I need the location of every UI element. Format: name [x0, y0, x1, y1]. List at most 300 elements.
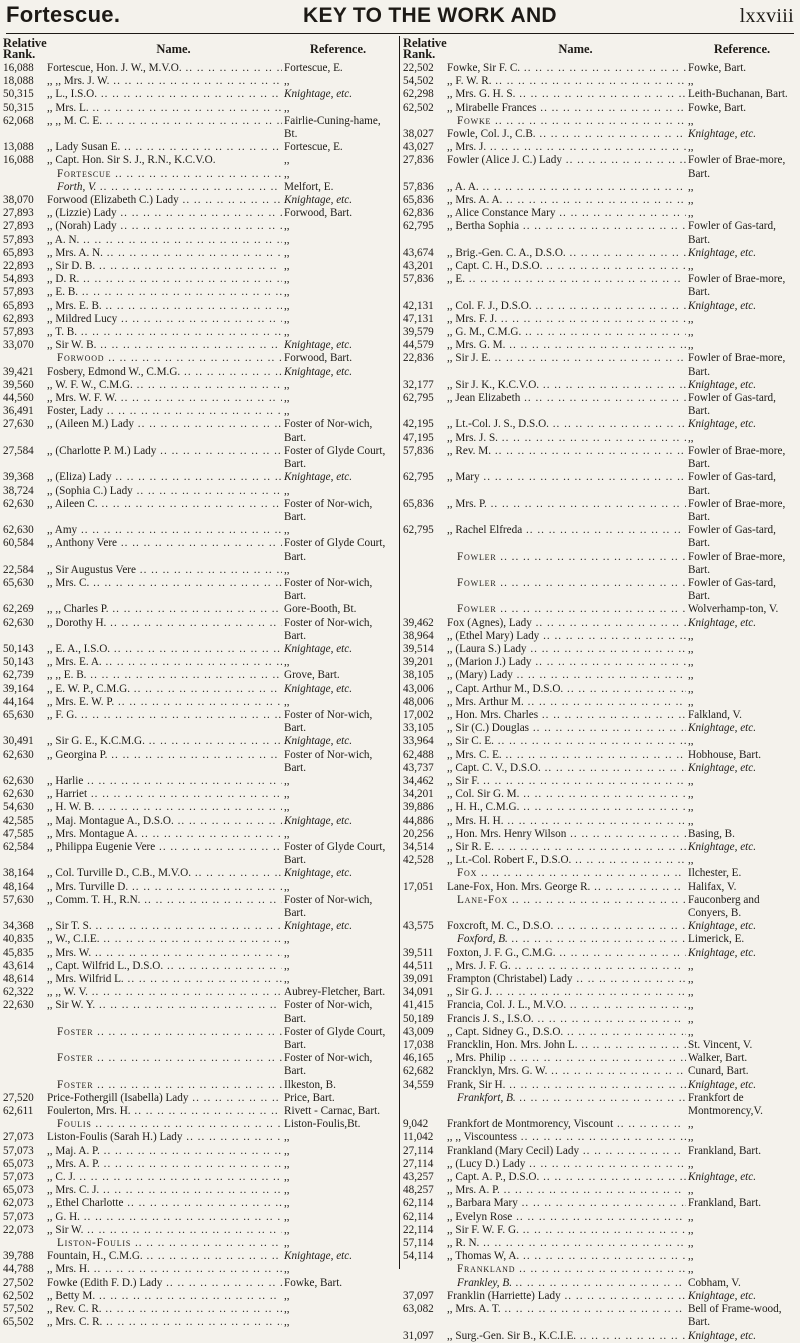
entry-name: ,, Capt. C. H., D.S.O. .. .. — [447, 260, 686, 273]
entry-reference: ,, — [284, 273, 290, 286]
entry-row — [403, 999, 798, 1012]
entry-rank: 54,630 — [3, 801, 34, 814]
entry-rank: 41,415 — [403, 999, 434, 1012]
entry-rank: 43,201 — [403, 260, 434, 273]
entry-rank: 46,165 — [403, 1052, 434, 1065]
entry-reference: ,, — [688, 194, 694, 207]
entry-row — [3, 1105, 394, 1118]
entry-name: ,, (Sophia C.) Lady .. .. — [47, 485, 282, 498]
entry-name: Franklin (Harriette) Lady .. .. — [447, 1290, 686, 1303]
entry-row — [3, 524, 394, 537]
entry-name: ,, Mrs. E. B. .. .. — [47, 300, 282, 313]
entry-rank — [403, 933, 447, 946]
entry-reference: Knightage, etc. — [688, 1329, 757, 1342]
entry-reference: ,, — [284, 1157, 290, 1170]
entry-rank: 44,164 — [3, 695, 34, 708]
entry-reference: Knightage, etc. — [284, 339, 353, 352]
entry-name: ,, Mrs. Arthur M. .. .. — [447, 696, 686, 709]
entry-name: ,, Mrs. L. .. .. — [47, 102, 282, 115]
entry-name: ,, (Norah) Lady .. .. — [47, 220, 282, 233]
entry-name: ,, Brig.-Gen. C. A., D.S.O. .. .. — [447, 247, 686, 260]
entry-rank: 48,614 — [3, 973, 34, 986]
entry-row — [403, 1092, 798, 1118]
entry-name: ,, A. A. .. .. — [447, 181, 686, 194]
entry-name: ,, Thomas W, A. .. .. — [447, 1250, 686, 1263]
entry-row — [3, 1250, 394, 1263]
entry-row — [3, 881, 394, 894]
entry-rank: 62,893 — [3, 312, 34, 325]
entry-name: Frankland (Mary Cecil) Lady .. .. — [447, 1145, 686, 1158]
entry-reference: Knightage, etc. — [688, 1289, 757, 1302]
entry-reference: Aubrey-Fletcher, Bart. — [284, 986, 386, 999]
entry-reference: ,, — [284, 1263, 290, 1276]
entry-row — [3, 1303, 394, 1316]
entry-row — [3, 683, 394, 696]
entry-row — [403, 418, 798, 431]
entry-row — [3, 1118, 394, 1131]
entry-row — [3, 933, 394, 946]
entry-rank: 27,893 — [3, 207, 34, 220]
entry-name: ,, (Charlotte P. M.) Lady .. .. — [47, 445, 282, 471]
entry-rank — [3, 1237, 47, 1250]
column-divider — [399, 36, 400, 1269]
entry-rank: 43,027 — [403, 141, 434, 154]
entry-row — [403, 1079, 798, 1092]
entry-name: ,, Ethel Charlotte .. .. — [47, 1197, 282, 1210]
entry-name: ,, Mrs. W. .. .. — [47, 947, 282, 960]
entry-rank: 30,491 — [3, 735, 34, 748]
entry-reference: Foster of Glyde Court, Bart. — [284, 537, 386, 563]
entry-reference: ,, — [688, 1118, 694, 1131]
entry-reference: Cobham, V. — [688, 1276, 741, 1289]
entry-name: ,, Mrs. G. H. S. .. .. — [447, 88, 686, 101]
entry-row — [3, 643, 394, 656]
entry-name: ,, Sir J. E. .. .. — [447, 352, 686, 378]
entry-row — [403, 920, 798, 933]
entry-reference: Knightage, etc. — [688, 840, 757, 853]
entry-row — [403, 735, 798, 748]
entry-row — [3, 194, 394, 207]
entry-rank: 39,368 — [3, 471, 34, 484]
entry-row — [3, 828, 394, 841]
entry-name: ,, Mrs. A. T. .. .. — [447, 1303, 686, 1329]
entry-name: ,, Capt. A. P., D.S.O. .. .. — [447, 1171, 686, 1184]
entry-row — [3, 1184, 394, 1197]
entry-name: ,, F. W. R. .. .. — [447, 75, 686, 88]
entry-name: Fountain, H., C.M.G. .. .. — [47, 1250, 282, 1263]
right-entries — [403, 62, 798, 1343]
entry-reference: ,, — [284, 101, 290, 114]
entry-name: ,, Mirabelle Frances .. .. — [447, 102, 686, 115]
entry-rank: 40,835 — [3, 933, 34, 946]
entry-rank: 39,091 — [403, 973, 434, 986]
running-head-center: KEY TO THE WORK AND — [303, 4, 557, 27]
entry-rank — [3, 1079, 47, 1092]
entry-rank: 38,724 — [3, 484, 34, 497]
entry-reference: Fowke, Bart. — [284, 1276, 343, 1289]
entry-name: ,, Lt.-Col. J. S., D.S.O. .. .. — [447, 418, 686, 431]
entry-name: ,, H. W. B. .. .. — [47, 801, 282, 814]
entry-reference: ,, — [688, 207, 694, 220]
entry-rank: 11,042 — [403, 1131, 434, 1144]
entry-name: ,, Mrs. F. J. .. .. — [447, 313, 686, 326]
entry-row — [403, 102, 798, 115]
running-head-left: Fortescue. — [6, 2, 121, 27]
entry-rank: 62,630 — [3, 524, 34, 537]
entry-reference: Knightage, etc. — [688, 299, 757, 312]
entry-row — [3, 947, 394, 960]
entry-row — [403, 471, 798, 497]
entry-reference: ,, — [284, 392, 290, 405]
entry-reference: Foster of Nor-wich, Bart. — [284, 893, 373, 919]
entry-reference: ,, — [284, 286, 290, 299]
entry-name: Fowke (Edith F. D.) Lady .. .. — [47, 1277, 282, 1290]
entry-name: ,, ,, E. B. .. .. — [47, 669, 282, 682]
entry-name: ,, Anthony Vere .. .. — [47, 537, 282, 563]
entry-reference: Knightage, etc. — [284, 88, 353, 101]
entry-rank: 62,795 — [403, 220, 434, 233]
entry-rank: 17,051 — [403, 880, 434, 893]
entry-row — [3, 603, 394, 616]
entry-reference: ,, — [284, 946, 290, 959]
entry-rank: 62,269 — [3, 603, 34, 616]
entry-name: ,, Sir T. S. .. .. — [47, 920, 282, 933]
entry-name: ,, Dorothy H. .. .. — [47, 617, 282, 643]
entry-rank — [403, 1092, 447, 1118]
entry-reference: Basing, B. — [688, 827, 735, 840]
entry-row — [403, 1277, 798, 1290]
entry-reference: Knightage, etc. — [688, 128, 757, 141]
entry-row — [403, 194, 798, 207]
entry-reference: Fowler of Gas-tard, Bart. — [688, 471, 776, 497]
entry-name: ,, Sir D. B. .. .. — [47, 260, 282, 273]
entry-name: ,, Capt. Hon. Sir S. J., R.N., K.C.V.O. — [47, 154, 216, 167]
entry-rank: 34,514 — [403, 840, 434, 853]
entry-reference: ,, — [688, 669, 694, 682]
entry-name: ,, Mary .. .. — [447, 471, 686, 497]
entry-reference: Grove, Bart. — [284, 669, 340, 682]
entry-row — [3, 973, 394, 986]
entry-name: ,, Mrs. A. P. .. .. — [47, 1158, 282, 1171]
entry-rank: 42,195 — [403, 418, 434, 431]
entry-rank: 39,560 — [3, 378, 34, 391]
entry-name: ,, Capt. C. V., D.S.O. .. .. — [447, 762, 686, 775]
entry-name: Forwood .. .. — [47, 352, 282, 365]
name-header: Name. — [558, 41, 593, 56]
entry-reference: ,, — [284, 1184, 290, 1197]
entry-row — [403, 326, 798, 339]
entry-row — [403, 1118, 798, 1131]
entry-row — [403, 551, 798, 577]
entry-rank: 39,886 — [403, 801, 434, 814]
entry-name: ,, Sir R. E. .. .. — [447, 841, 686, 854]
entry-row — [3, 418, 394, 444]
entry-row — [403, 62, 798, 75]
entry-name: ,, E. .. .. — [447, 273, 686, 299]
entry-row — [3, 815, 394, 828]
entry-reference: Knightage, etc. — [688, 246, 757, 259]
entry-name: ,, (Mary) Lady .. .. — [447, 669, 686, 682]
entry-row — [403, 696, 798, 709]
entry-rank: 39,164 — [3, 682, 34, 695]
entry-rank: 65,630 — [3, 708, 34, 721]
entry-row — [403, 432, 798, 445]
entry-name: Lane-Fox, Hon. Mrs. George R. .. .. — [447, 881, 686, 894]
entry-row — [3, 709, 394, 735]
entry-reference: Fortescue, E. — [284, 62, 343, 74]
entry-reference: ,, — [284, 827, 290, 840]
entry-reference: Foster of Nor-wich, Bart. — [284, 497, 373, 523]
entry-reference: Fowke, Bart. — [688, 101, 747, 114]
entry-name: ,, H. H., C.M.G. .. .. — [447, 801, 686, 814]
entry-rank: 54,893 — [3, 273, 34, 286]
entry-reference: ,, — [284, 695, 290, 708]
entry-rank: 43,614 — [3, 959, 34, 972]
entry-rank: 27,520 — [3, 1091, 34, 1104]
entry-row — [3, 392, 394, 405]
entry-row — [403, 577, 798, 603]
entry-name: ,, L., I.S.O. .. .. — [47, 88, 282, 101]
entry-rank: 16,088 — [3, 154, 34, 167]
entry-name: Frampton (Christabel) Lady .. .. — [447, 973, 686, 986]
entry-rank: 44,511 — [403, 959, 434, 972]
entry-row — [3, 1079, 394, 1092]
entry-name: Liston-Foulis (Sarah H.) Lady .. .. — [47, 1131, 282, 1144]
entry-name: ,, Sir W. .. .. — [47, 1224, 282, 1237]
entry-reference: ,, — [284, 154, 290, 167]
entry-row — [403, 115, 798, 128]
entry-reference: Leith-Buchanan, Bart. — [688, 88, 788, 101]
entry-row — [3, 1131, 394, 1144]
entry-reference: Knightage, etc. — [688, 946, 757, 959]
entry-rank: 42,131 — [403, 299, 434, 312]
entry-rank: 37,097 — [403, 1289, 434, 1302]
entry-reference: Fowke, Bart. — [688, 62, 747, 74]
entry-reference: ,, — [284, 246, 290, 259]
entry-rank — [3, 1026, 47, 1052]
entry-name: ,, Sir F. W. F. G. .. .. — [447, 1224, 686, 1237]
entry-rank: 65,836 — [403, 194, 434, 207]
entry-rank: 48,164 — [3, 880, 34, 893]
entry-rank — [403, 577, 447, 603]
entry-rank: 50,315 — [3, 88, 34, 101]
entry-name: ,, Lt.-Col. Robert F., D.S.O. .. .. — [447, 854, 686, 867]
entry-reference: Knightage, etc. — [284, 735, 353, 748]
entry-row — [3, 300, 394, 313]
entry-reference: Fowler of Brae-more, Bart. — [688, 550, 786, 576]
entry-reference: ,, — [688, 312, 694, 325]
entry-rank: 65,073 — [3, 1157, 34, 1170]
entry-rank: 47,585 — [3, 827, 34, 840]
entry-row — [403, 933, 798, 946]
entry-reference: ,, — [688, 260, 694, 273]
entry-reference: Forwood, Bart. — [284, 207, 353, 220]
entry-reference: ,, — [688, 326, 694, 339]
entry-row — [403, 181, 798, 194]
entry-reference: Fairlie-Cuning-hame, Bt. — [284, 114, 381, 141]
entry-rank — [3, 168, 47, 181]
entry-reference: ,, — [284, 75, 290, 88]
entry-name: Fowler .. .. — [447, 551, 686, 577]
entry-row — [403, 379, 798, 392]
entry-row — [3, 88, 394, 101]
entry-reference: ,, — [284, 1144, 290, 1157]
entry-reference: ,, — [688, 959, 694, 972]
entry-reference: Knightage, etc. — [284, 471, 353, 484]
entry-reference: Cunard, Bart. — [688, 1065, 749, 1078]
header-rule — [6, 33, 794, 34]
entry-reference: ,, — [688, 735, 694, 748]
entry-row — [3, 1171, 394, 1184]
entry-reference: Melfort, E. — [284, 180, 334, 193]
entry-name: ,, Mrs. A. A. .. .. — [447, 194, 686, 207]
entry-name: ,, W., C.I.E. .. .. — [47, 933, 282, 946]
entry-rank — [3, 181, 47, 194]
entry-row — [3, 1145, 394, 1158]
entry-reference: Knightage, etc. — [284, 642, 353, 655]
entry-row — [403, 630, 798, 643]
entry-rank: 39,201 — [403, 656, 434, 669]
entry-name: ,, Sir (C.) Douglas .. .. — [447, 722, 686, 735]
entry-name: Foxford, B. .. .. — [447, 933, 686, 946]
entry-row — [403, 867, 798, 880]
entry-reference: Gore-Booth, Bt. — [284, 603, 357, 616]
entry-reference: Foster of Nor-wich, Bart. — [284, 999, 373, 1025]
entry-rank: 62,502 — [403, 101, 434, 114]
entry-name: Fortescue .. .. — [47, 168, 282, 181]
entry-row — [403, 986, 798, 999]
entry-rank: 62,502 — [3, 1289, 34, 1302]
entry-name: Price-Fothergill (Isabella) Lady .. .. — [47, 1092, 282, 1105]
entry-name: Fowle, Col. J., C.B. .. .. — [447, 128, 686, 141]
entry-row — [3, 75, 394, 88]
entry-reference: ,, — [688, 695, 694, 708]
entry-name: ,, Mrs. Wilfrid L. .. .. — [47, 973, 282, 986]
entry-row — [403, 352, 798, 378]
entry-reference: ,, — [688, 801, 694, 814]
entry-rank: 34,368 — [3, 920, 34, 933]
entry-row — [3, 867, 394, 880]
entry-name: ,, Mrs. J. S. .. .. — [447, 432, 686, 445]
entry-name: Francis J. S., I.S.O. .. .. — [447, 1013, 686, 1026]
entry-name: ,, Mrs. J. .. .. — [447, 141, 686, 154]
entry-row — [3, 313, 394, 326]
entry-reference: ,, — [284, 1303, 290, 1316]
entry-reference: Fowler of Brae-more, Bart. — [688, 273, 786, 299]
entry-name: ,, Maj. A. P. .. .. — [47, 1145, 282, 1158]
entry-reference: ,, — [284, 1289, 290, 1302]
entry-row — [403, 841, 798, 854]
entry-name: ,, Betty M. .. .. — [47, 1290, 282, 1303]
entry-rank: 27,502 — [3, 1276, 34, 1289]
entry-rank: 62,795 — [403, 524, 434, 537]
entry-reference: ,, — [688, 339, 694, 352]
entry-name: Fox .. .. — [447, 867, 686, 880]
entry-row — [403, 1197, 798, 1210]
entry-name: Foster .. .. — [47, 1079, 282, 1092]
entry-rank: 62,630 — [3, 774, 34, 787]
entry-row — [403, 313, 798, 326]
entry-reference: Fowler of Gas-tard, Bart. — [688, 576, 776, 603]
entry-row — [403, 141, 798, 154]
entry-name: ,, Harlie .. .. — [47, 775, 282, 788]
entry-reference: Ilkeston, B. — [284, 1078, 336, 1091]
entry-row — [403, 1263, 798, 1276]
entry-row — [403, 1171, 798, 1184]
entry-name: Frankland .. .. — [447, 1263, 686, 1276]
entry-row — [3, 141, 394, 154]
entry-row — [403, 260, 798, 273]
entry-rank: 38,964 — [403, 629, 434, 642]
entry-rank: 65,630 — [3, 576, 34, 589]
entry-name: Frankfort, B. .. .. — [447, 1092, 686, 1118]
entry-reference: ,, — [284, 880, 290, 893]
entry-rank: 62,068 — [3, 114, 34, 127]
page-number: lxxviii — [739, 5, 794, 27]
entry-name: ,, E. B. .. .. — [47, 286, 282, 299]
entry-rank: 9,042 — [403, 1118, 429, 1131]
entry-row — [403, 947, 798, 960]
entry-name: ,, Mrs. G. M. .. .. — [447, 339, 686, 352]
entry-reference: Liston-Foulis,Bt. — [284, 1118, 361, 1131]
entry-reference: Foster of Glyde Court, Bart. — [284, 840, 386, 867]
entry-row — [3, 62, 394, 75]
entry-row — [403, 788, 798, 801]
entry-name: ,, Mrs. P. .. .. — [447, 498, 686, 524]
entry-row — [3, 1052, 394, 1078]
entry-rank: 45,835 — [3, 946, 34, 959]
entry-rank: 62,630 — [3, 788, 34, 801]
entry-rank: 22,502 — [403, 62, 434, 74]
entry-rank: 57,073 — [3, 1210, 34, 1223]
entry-reference: ,, — [284, 1223, 290, 1236]
entry-rank: 13,088 — [3, 141, 34, 154]
entry-row — [3, 735, 394, 748]
entry-name: ,, (Lizzie) Lady .. .. — [47, 207, 282, 220]
entry-reference: Fowler of Brae-more, Bart. — [688, 352, 786, 378]
entry-row — [403, 1131, 798, 1144]
entry-reference: Fortescue, E. — [284, 141, 343, 154]
entry-reference: Knightage, etc. — [284, 920, 353, 933]
entry-name: Fowler (Alice J. C.) Lady .. .. — [447, 154, 686, 180]
entry-name: ,, Amy .. .. — [47, 524, 282, 537]
entry-rank: 22,073 — [3, 1223, 34, 1236]
entry-name: ,, Mrs. W. F. W. .. .. — [47, 392, 282, 405]
entry-reference: ,, — [688, 1157, 694, 1170]
entry-rank: 57,893 — [3, 326, 34, 339]
entry-reference: ,, — [688, 431, 694, 444]
entry-name: ,, (Laura S.) Lady .. .. — [447, 643, 686, 656]
entry-name: ,, Sir W. Y. .. .. — [47, 999, 282, 1025]
entry-rank: 43,575 — [403, 920, 434, 933]
entry-name: ,, (Marion J.) Lady .. .. — [447, 656, 686, 669]
entry-row — [403, 75, 798, 88]
entry-name: ,, Mrs. E. A. .. .. — [47, 656, 282, 669]
entry-row — [3, 1026, 394, 1052]
entry-row — [3, 286, 394, 299]
entry-rank: 27,114 — [403, 1144, 434, 1157]
entry-reference: Hobhouse, Bart. — [688, 748, 762, 761]
entry-reference: Knightage, etc. — [284, 194, 353, 207]
entry-rank: 38,027 — [403, 128, 434, 141]
entry-row — [3, 841, 394, 867]
entry-row — [403, 973, 798, 986]
left-column — [3, 36, 394, 1330]
entry-rank: 27,114 — [403, 1157, 434, 1170]
entry-name: Francklin, Hon. Mrs. John L. .. .. — [447, 1039, 686, 1052]
entry-rank: 44,579 — [403, 339, 434, 352]
entry-row — [403, 1013, 798, 1026]
